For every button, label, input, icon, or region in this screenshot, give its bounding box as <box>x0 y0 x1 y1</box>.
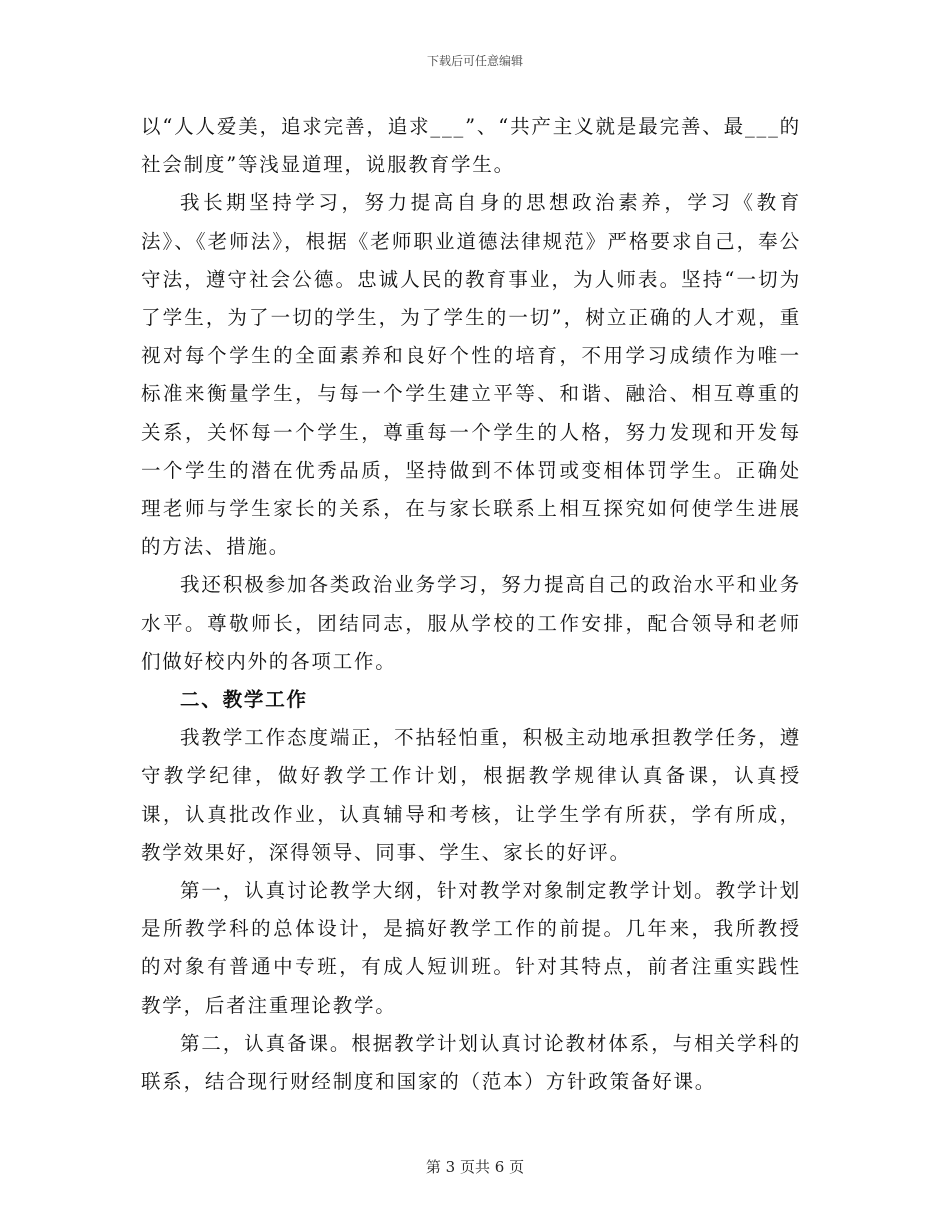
document-body <box>141 108 801 1101</box>
page-footer: 第 3 页共 6 页 <box>425 1158 525 1176</box>
paragraph-second-point: 第二，认真备课。根据教学计划认真讨论教材体系，与相关学科的联系，结合现行财经制度和国家的（范本）方针政策备好课。 <box>141 1031 801 1094</box>
paragraph-political-study: 我还积极参加各类政治业务学习，努力提高自己的政治水平和业务水平。尊敬师长，团结同志，服从学校的工作安排，配合领导和老师们做好校内外的各项工作。 <box>141 573 801 673</box>
paragraph-study: 我长期坚持学习，努力提高自身的思想政治素养，学习《教育法》、《老师法》，根据《老师职业道德法律规范》严格要求自己，奉公守法，遵守社会公德。忠诚人民的教育事业，为人师表。坚持“一切为了学生，为了一切的学生，为了学生的一切”，树立正确的人才观，重视对每个学生的全面素养和良好个性的培育，不用学习成绩作为唯一标准来衡量学生，与每一个学生建立平等、和谐、融洽、相互尊重的关系，关怀每一个学生，尊重每一个学生的人格，努力发现和开发每一个学生的潜在优秀品质，坚持做到不体罚或变相体罚学生。正确处理老师与学生家长的关系，在与家长联系上相互探究如何使学生进展的方法、措施。 <box>141 191 801 559</box>
paragraph-teaching-attitude: 我教学工作态度端正，不拈轻怕重，积极主动地承担教学任务，遵守教学纪律，做好教学工作计划，根据教学规律认真备课，认真授课，认真批改作业，认真辅导和考核，让学生学有所获，学有所成，教学效果好，深得领导、同事、学生、家长的好评。 <box>141 726 801 864</box>
section-heading-teaching: 二、教学工作 <box>180 688 308 712</box>
paragraph-continuation: 以“人人爱美，追求完善，追求___”、“共产主义就是最完善、最___的社会制度”等浅显道理，说服教育学生。 <box>141 115 801 177</box>
paragraph-first-point: 第一，认真讨论教学大纲，针对教学对象制定教学计划。教学计划是所教学科的总体设计，是搞好教学工作的前提。几年来，我所教授的对象有普通中专班，有成人短训班。针对其特点，前者注重实践性教学，后者注重理论教学。 <box>141 879 801 1017</box>
page-header: 下载后可任意编辑 <box>426 54 523 68</box>
